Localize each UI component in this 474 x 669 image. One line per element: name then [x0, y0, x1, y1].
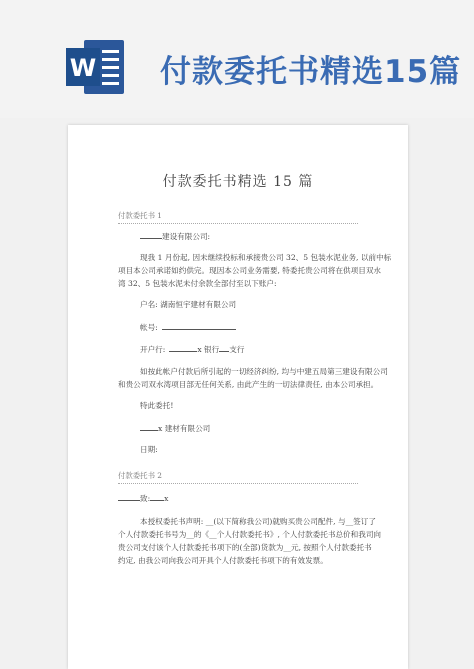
para2-line1: 如按此帐户付款后所引起的一切经济纠纷, 均与中建五局第三建设有限公司 [140, 367, 388, 376]
para3-line3: 贵公司支付该个人付款委托书项下的(全部)货款为__元, 按照个人付款委托书 [118, 543, 372, 552]
bank-label: 开户行: [140, 345, 166, 354]
section-divider [118, 223, 358, 224]
section-divider [118, 483, 358, 484]
word-icon-letter: W [69, 54, 97, 82]
para3-line4: 约定, 由我公司向我公司开具个人付款委托书项下的有效发票。 [118, 556, 328, 565]
para2-line2: 和贵公司双水湾项目部无任何关系, 由此产生的一切法律责任, 由本公司承担。 [118, 380, 379, 389]
bank-blank-1 [169, 342, 197, 352]
bank-tail: 支行 [229, 345, 245, 354]
bank-blank-2 [219, 342, 229, 352]
addressee-text: 建设有限公司: [162, 232, 211, 241]
signer-line [140, 421, 210, 435]
document-page [68, 125, 408, 669]
document-title: 付款委托书精选 15 篇 [162, 174, 314, 190]
account-number-line [140, 320, 236, 334]
salute-x: x [164, 494, 169, 503]
header-banner [0, 0, 474, 118]
word-document-icon [64, 38, 126, 96]
account-number-blank [162, 320, 236, 330]
para3-line1: 本授权委托书声明: __(以下简称我公司)就购买贵公司配件, 与__签订了 [140, 517, 376, 526]
section1-heading: 付款委托书 1 [118, 211, 163, 220]
salute-line [118, 491, 168, 505]
date-label: 日期: [140, 445, 158, 454]
section2-heading: 付款委托书 2 [118, 471, 163, 480]
signer-name: x 建材有限公司 [158, 424, 211, 433]
bank-line [140, 342, 244, 356]
blank-underline [140, 229, 162, 239]
para1-line3: 湾 32、5 包装水泥未付余款全部付至以下账户: [118, 279, 277, 288]
salute-blank-1 [118, 491, 140, 501]
special-note: 特此委托! [140, 401, 174, 410]
account-name: 户名: 湖南恒宇建材有限公司 [140, 300, 237, 309]
salute-text: 致: [140, 494, 151, 503]
para1-line2: 项目本公司承诺如约供完。现因本公司业务需要, 特委托贵公司将在供项目双水 [118, 266, 382, 275]
banner-title: 付款委托书精选15篇 [160, 54, 462, 90]
para1-line1: 现我 1 月份起, 因未继续投标和承接贵公司 32、5 包装水泥业务, 以前中标 [140, 253, 392, 262]
salute-blank-2 [150, 491, 164, 501]
addressee-line [140, 229, 210, 243]
para3-line2: 个人付款委托书号为__的《__个人付款委托书》, 个人付款委托书总价和我司向 [118, 530, 382, 539]
account-number-label: 帐号: [140, 323, 158, 332]
signer-blank [140, 421, 158, 431]
bank-mid: x 银行 [197, 345, 220, 354]
